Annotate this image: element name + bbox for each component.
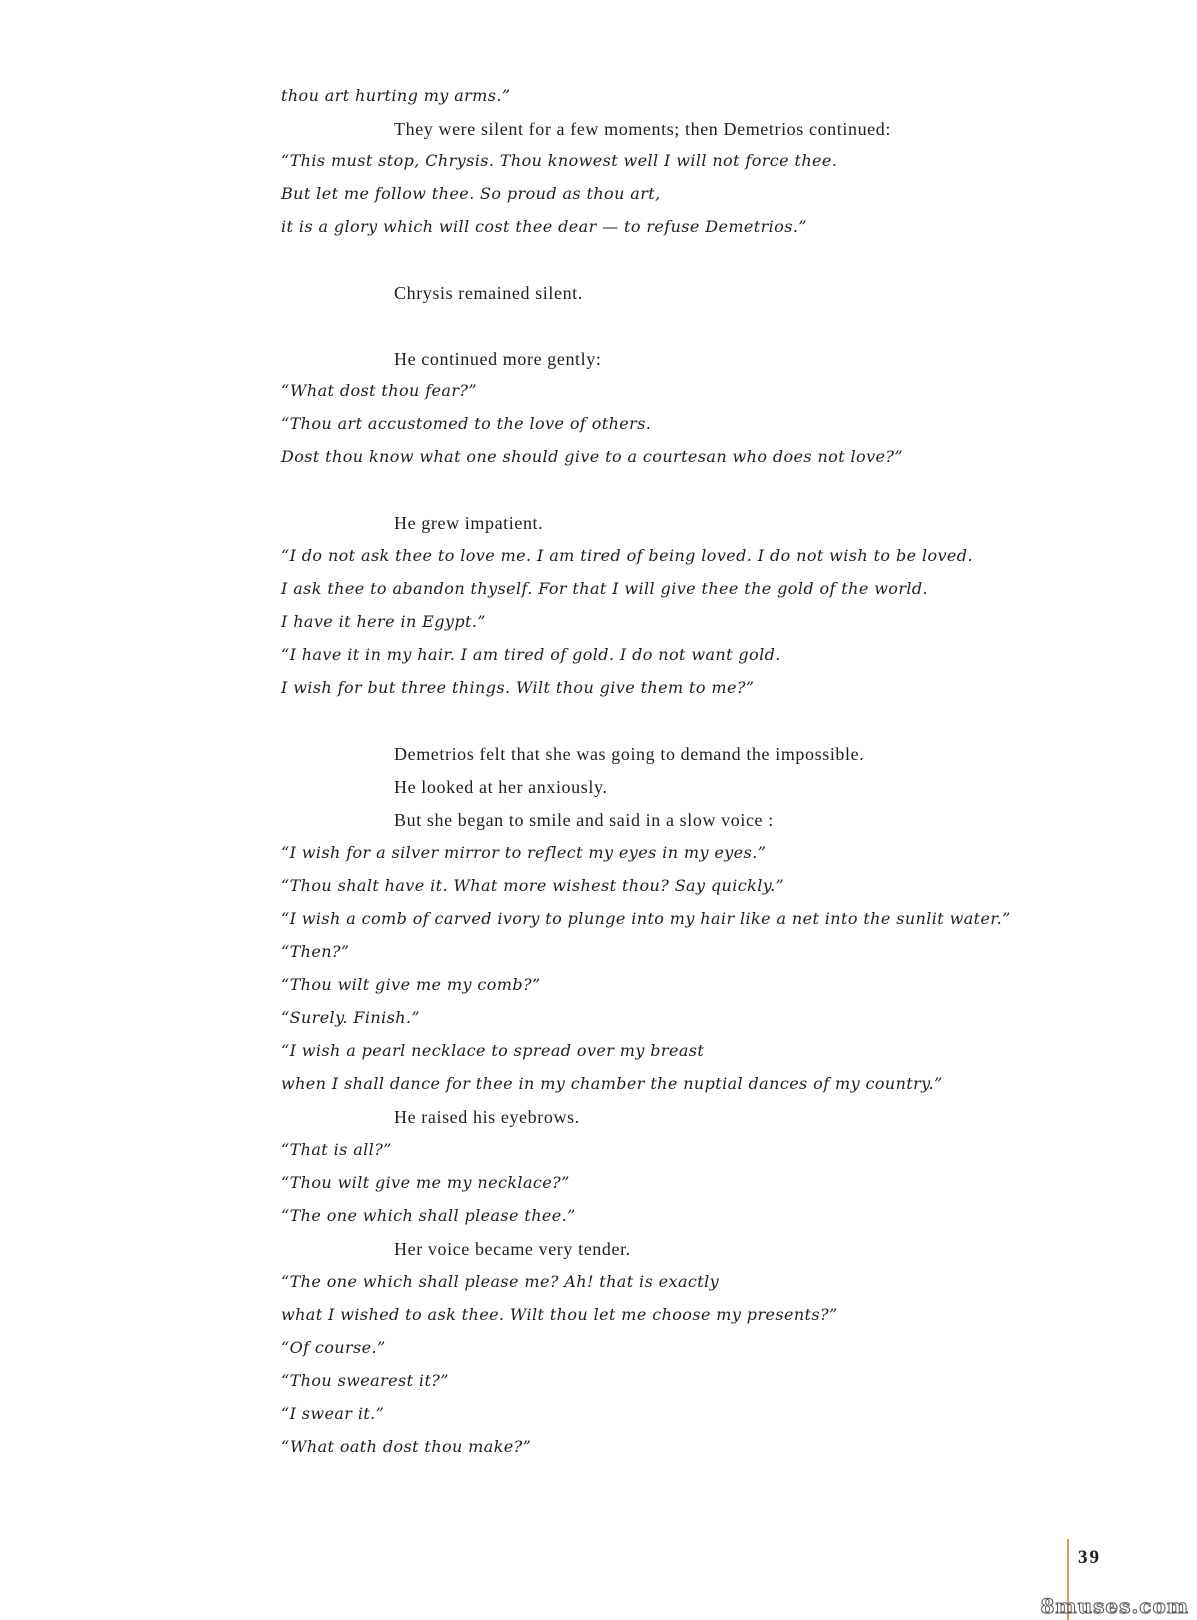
watermark: 8muses.com (1040, 1594, 1189, 1618)
text-line: “Then?” (281, 942, 350, 961)
text-line: “Of course.” (281, 1338, 386, 1357)
text-line: He grew impatient. (394, 513, 544, 533)
text-line: “Thou wilt give me my comb?” (281, 975, 541, 994)
text-line: But let me follow thee. So proud as thou art, (281, 184, 661, 203)
text-line: “What dost thou fear?” (281, 381, 477, 400)
text-line: “The one which shall please thee.” (281, 1206, 576, 1225)
text-line: He continued more gently: (394, 349, 602, 369)
text-line: “Thou shalt have it. What more wishest thou? Say quickly.” (281, 876, 785, 895)
text-line: They were silent for a few moments; then Demetrios continued: (394, 119, 891, 139)
text-line: I wish for but three things. Wilt thou give them to me?” (281, 678, 755, 697)
text-line: “I wish a pearl necklace to spread over my breast (281, 1041, 705, 1060)
text-line: Her voice became very tender. (394, 1239, 631, 1259)
text-line: “I wish a comb of carved ivory to plunge into my hair like a net into the sunlit water.” (281, 909, 1011, 928)
text-line: when I shall dance for thee in my chamber the nuptial dances of my country.” (281, 1074, 943, 1093)
text-line: I ask thee to abandon thyself. For that I will give thee the gold of the world. (281, 579, 929, 598)
text-line: Demetrios felt that she was going to demand the impossible. (394, 744, 865, 764)
text-line: thou art hurting my arms.” (281, 86, 511, 105)
text-line: “That is all?” (281, 1140, 392, 1159)
text-line: “I wish for a silver mirror to reflect my eyes in my eyes.” (281, 843, 767, 862)
text-line: He raised his eyebrows. (394, 1107, 580, 1127)
text-line: “Surely. Finish.” (281, 1008, 420, 1027)
text-line: Chrysis remained silent. (394, 283, 583, 303)
text-line: “Thou art accustomed to the love of others. (281, 414, 652, 433)
text-line: it is a glory which will cost thee dear — to refuse Demetrios.” (281, 217, 807, 236)
text-line: I have it here in Egypt.” (281, 612, 486, 631)
text-line: He looked at her anxiously. (394, 777, 608, 797)
text-line: “I have it in my hair. I am tired of gold. I do not want gold. (281, 645, 781, 664)
text-line: what I wished to ask thee. Wilt thou let me choose my presents?” (281, 1305, 838, 1324)
text-line: “The one which shall please me? Ah! that is exactly (281, 1272, 720, 1291)
text-line: “I swear it.” (281, 1404, 385, 1423)
text-line: But she began to smile and said in a slow voice : (394, 810, 774, 830)
text-line: Dost thou know what one should give to a courtesan who does not love?” (281, 447, 903, 466)
text-line: “This must stop, Chrysis. Thou knowest well I will not force thee. (281, 151, 838, 170)
text-line: “I do not ask thee to love me. I am tired of being loved. I do not wish to be loved. (281, 546, 973, 565)
text-line: “Thou swearest it?” (281, 1371, 449, 1390)
page-number: 39 (1078, 1547, 1101, 1568)
text-line: “What oath dost thou make?” (281, 1437, 532, 1456)
text-line: “Thou wilt give me my necklace?” (281, 1173, 570, 1192)
